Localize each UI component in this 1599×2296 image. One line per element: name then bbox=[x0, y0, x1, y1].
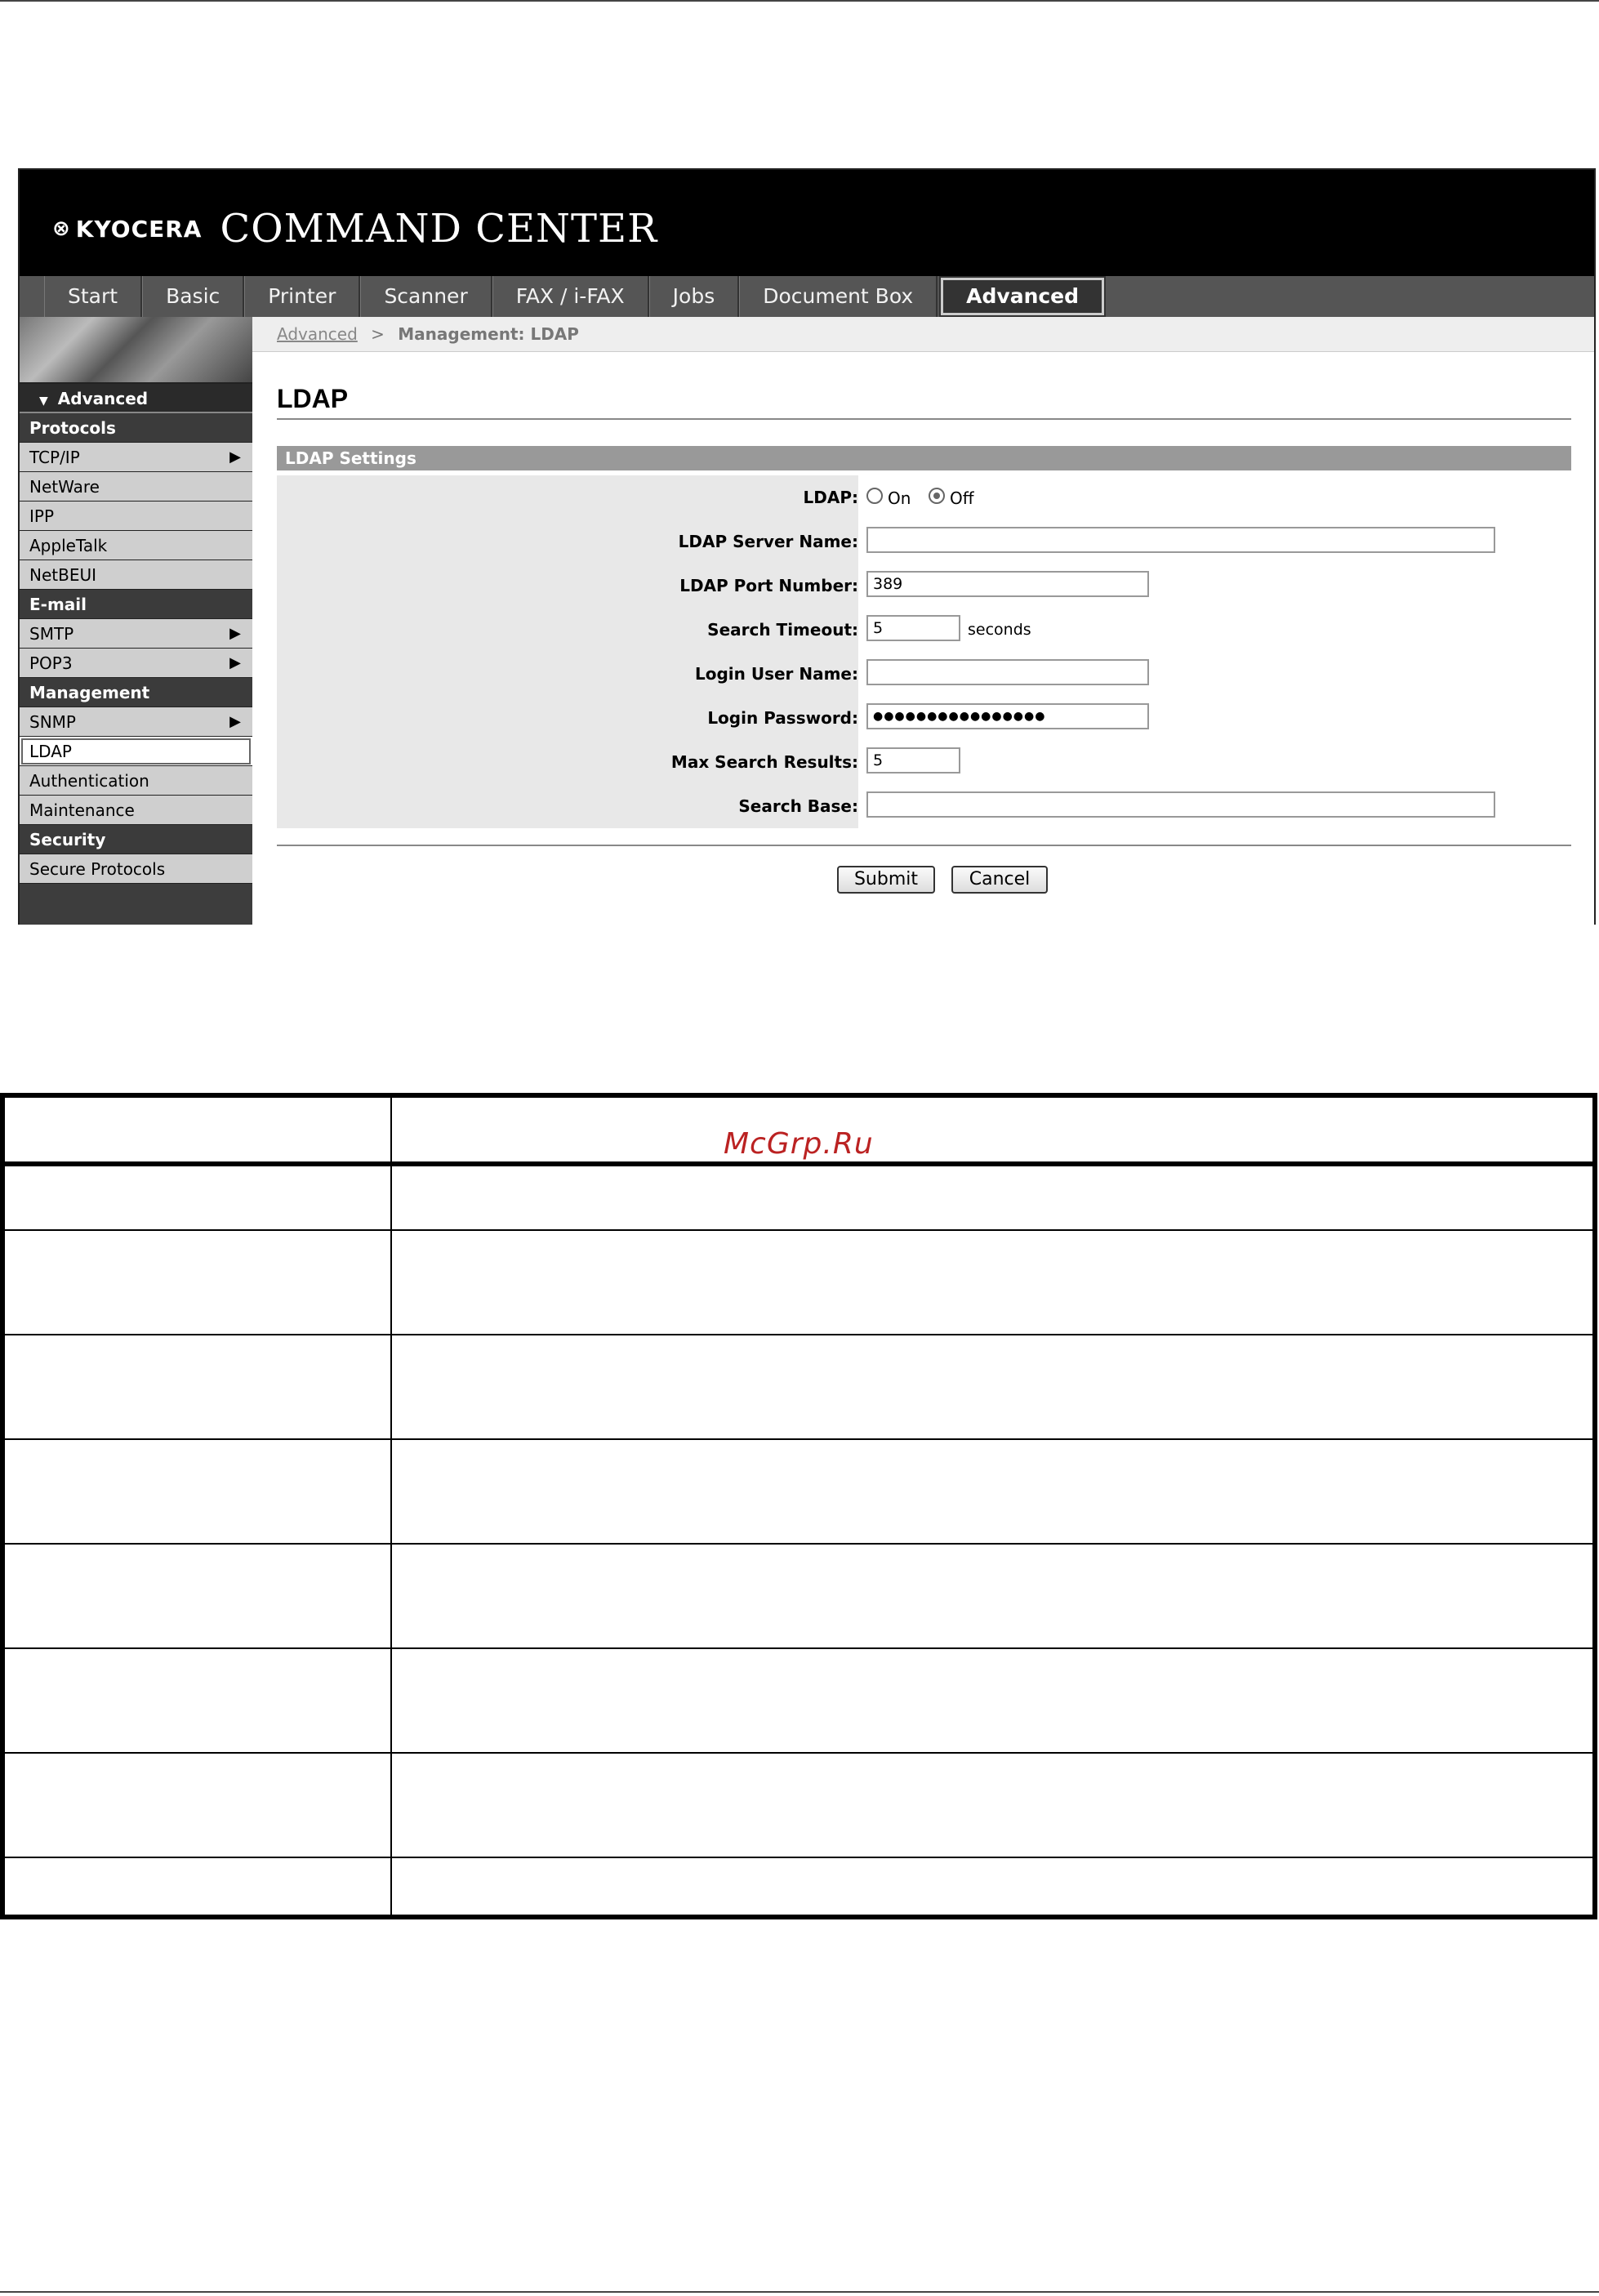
port-row bbox=[277, 564, 1571, 608]
sidebar-item-pop3[interactable] bbox=[20, 649, 252, 678]
sidebar-item-snmp[interactable] bbox=[20, 707, 252, 737]
timeout-row bbox=[277, 608, 1571, 652]
login-user-row bbox=[277, 652, 1571, 696]
login-password-row bbox=[277, 696, 1571, 740]
kyocera-logo-text: KYOCERA bbox=[75, 215, 203, 243]
submit-button[interactable]: Submit bbox=[837, 866, 935, 894]
main-content bbox=[252, 317, 1596, 925]
ldap-label: LDAP: bbox=[803, 488, 858, 507]
sidebar-banner-image bbox=[20, 317, 252, 384]
table-row bbox=[5, 1754, 1592, 1858]
sidebar-item-netbeui[interactable]: NetBEUI bbox=[20, 560, 252, 590]
tab-document-box[interactable]: Document Box bbox=[739, 276, 938, 317]
triangle-right-icon: ▶ bbox=[229, 654, 241, 671]
sidebar-item-label: SNMP bbox=[29, 712, 76, 732]
port-label: LDAP Port Number: bbox=[679, 576, 858, 595]
page-top-rule bbox=[0, 0, 1599, 2]
tab-printer[interactable]: Printer bbox=[244, 276, 360, 317]
sidebar-item-ldap[interactable]: LDAP bbox=[20, 737, 252, 766]
ldap-off-radio[interactable] bbox=[929, 488, 945, 504]
port-input[interactable]: 389 bbox=[866, 571, 1149, 597]
sidebar-item-authentication[interactable]: Authentication bbox=[20, 766, 252, 796]
max-results-row bbox=[277, 740, 1571, 784]
tab-advanced[interactable]: Advanced bbox=[941, 278, 1104, 315]
app-header bbox=[20, 170, 1594, 276]
form-divider bbox=[277, 845, 1571, 846]
table-row bbox=[5, 1231, 1592, 1335]
sidebar-advanced-header[interactable] bbox=[20, 384, 252, 413]
cancel-button[interactable]: Cancel bbox=[951, 866, 1048, 894]
search-base-row bbox=[277, 784, 1571, 828]
main-tabs bbox=[20, 276, 1594, 317]
ldap-settings-form bbox=[277, 475, 1571, 828]
timeout-unit: seconds bbox=[968, 621, 1031, 639]
search-base-input[interactable] bbox=[866, 791, 1495, 818]
sidebar bbox=[20, 317, 252, 925]
ldap-on-label: On bbox=[888, 488, 911, 508]
tab-basic[interactable]: Basic bbox=[142, 276, 244, 317]
sidebar-item-ipp[interactable]: IPP bbox=[20, 502, 252, 531]
server-name-label: LDAP Server Name: bbox=[678, 532, 858, 551]
login-password-input[interactable]: ●●●●●●●●●●●●●●●● bbox=[866, 703, 1149, 729]
breadcrumb-separator: > bbox=[371, 324, 385, 344]
table-row bbox=[5, 1858, 1592, 1919]
kyocera-logo-icon: ⊗ bbox=[52, 216, 71, 241]
app-title: COMMAND CENTER bbox=[220, 206, 658, 252]
table-row bbox=[5, 1440, 1592, 1545]
triangle-down-icon: ▼ bbox=[39, 395, 48, 408]
sidebar-item-label: TCP/IP bbox=[29, 448, 80, 467]
sidebar-item-label: SMTP bbox=[29, 624, 74, 644]
tab-fax[interactable]: FAX / i-FAX bbox=[492, 276, 649, 317]
page-title: LDAP bbox=[277, 384, 349, 413]
timeout-input[interactable]: 5 bbox=[866, 615, 960, 641]
login-password-label: Login Password: bbox=[707, 708, 858, 728]
sidebar-heading-management: Management bbox=[20, 678, 252, 707]
max-results-input[interactable]: 5 bbox=[866, 747, 960, 774]
sidebar-heading-protocols: Protocols bbox=[20, 413, 252, 443]
server-name-row bbox=[277, 519, 1571, 564]
breadcrumb bbox=[252, 317, 1596, 352]
sidebar-item-label: POP3 bbox=[29, 653, 73, 673]
sidebar-item-secure-protocols[interactable]: Secure Protocols bbox=[20, 854, 252, 884]
login-user-label: Login User Name: bbox=[694, 664, 858, 684]
table-row bbox=[5, 1166, 1592, 1231]
breadcrumb-link-advanced[interactable]: Advanced bbox=[277, 324, 358, 344]
sidebar-item-tcpip[interactable] bbox=[20, 443, 252, 472]
section-header: LDAP Settings bbox=[277, 446, 1571, 470]
search-base-label: Search Base: bbox=[738, 796, 858, 816]
ldap-on-radio[interactable] bbox=[866, 488, 883, 504]
triangle-right-icon: ▶ bbox=[229, 448, 241, 466]
breadcrumb-current: Management: LDAP bbox=[398, 324, 579, 344]
tab-start[interactable]: Start bbox=[44, 276, 142, 317]
sidebar-item-maintenance[interactable]: Maintenance bbox=[20, 796, 252, 825]
sidebar-item-netware[interactable]: NetWare bbox=[20, 472, 252, 502]
title-divider bbox=[277, 418, 1571, 420]
page-bottom-rule bbox=[0, 2291, 1599, 2293]
table-row bbox=[5, 1335, 1592, 1440]
sidebar-advanced-label: Advanced bbox=[57, 389, 149, 408]
tab-scanner[interactable]: Scanner bbox=[360, 276, 492, 317]
description-table bbox=[0, 1093, 1597, 1919]
table-row bbox=[5, 1649, 1592, 1754]
timeout-label: Search Timeout: bbox=[707, 620, 858, 640]
sidebar-heading-security: Security bbox=[20, 825, 252, 854]
triangle-right-icon: ▶ bbox=[229, 713, 241, 730]
ldap-toggle-row bbox=[277, 475, 1571, 519]
sidebar-item-appletalk[interactable]: AppleTalk bbox=[20, 531, 252, 560]
server-name-input[interactable] bbox=[866, 527, 1495, 553]
brand bbox=[52, 206, 657, 252]
table-column-divider bbox=[390, 1098, 392, 1915]
triangle-right-icon: ▶ bbox=[229, 625, 241, 642]
tab-jobs[interactable]: Jobs bbox=[649, 276, 740, 317]
kyocera-logo bbox=[52, 216, 202, 243]
command-center-screenshot bbox=[18, 168, 1596, 925]
ldap-off-label: Off bbox=[950, 488, 974, 508]
sidebar-item-smtp[interactable] bbox=[20, 619, 252, 649]
max-results-label: Max Search Results: bbox=[670, 752, 858, 772]
login-user-input[interactable] bbox=[866, 659, 1149, 685]
watermark: McGrp.Ru bbox=[724, 1127, 874, 1161]
table-row bbox=[5, 1545, 1592, 1649]
sidebar-heading-email: E-mail bbox=[20, 590, 252, 619]
